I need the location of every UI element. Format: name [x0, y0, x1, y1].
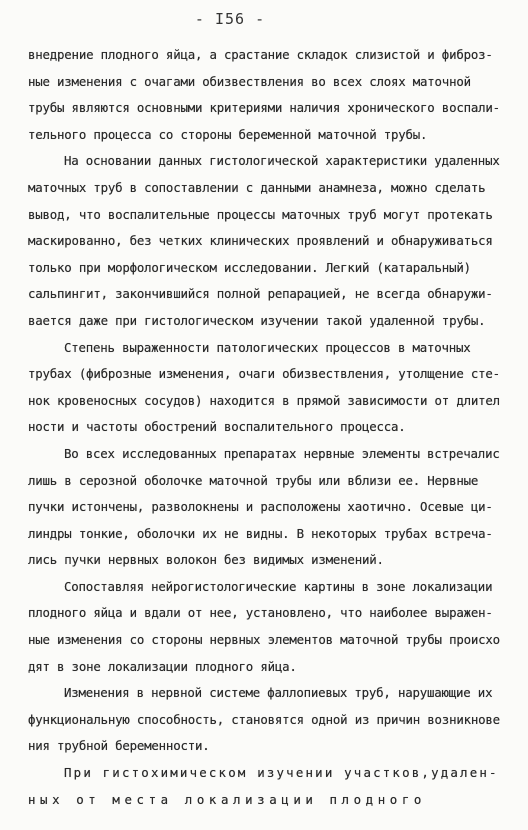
text-line: На основании данных гистологической характеристики удаленных [64, 153, 500, 169]
text-line: ния трубной беременности. [28, 738, 210, 754]
text-line: ные изменения с очагами обизвествления во всех слоях маточной [28, 73, 471, 89]
text-line: Степень выраженности патологических процессов в маточных [64, 339, 471, 355]
text-line: тельного процесса со стороны беременной маточной трубы. [28, 126, 428, 142]
page-number: - I56 - [194, 10, 266, 28]
paragraph-3 [28, 335, 520, 441]
text-line: ных от места локализации плодного [28, 791, 426, 807]
text-line: пучки истончены, разволокнены и расположены хаотично. Осевые ци- [28, 499, 493, 515]
text-line: трубы являются основными критериями наличия хронического воспали- [28, 100, 500, 116]
paragraph-7 [28, 760, 520, 813]
text-line: маточных труб в сопоставлении с данными анамнеза, можно сделать [28, 179, 486, 195]
text-line: ности и частоты обострений воспалительного процесса. [28, 419, 406, 435]
text-line: трубах (фиброзные изменения, очаги обизвествления, утолщение сте- [28, 366, 500, 382]
text-line: ные изменения со стороны нервных элементов маточной трубы происхо [28, 632, 500, 648]
text-line: плодного яйца и вдали от нее, установлено, что наиболее выражен- [28, 605, 493, 621]
paragraph-4 [28, 441, 520, 574]
text-line: вается даже при гистологическом изучении такой удаленной трубы. [28, 312, 486, 328]
text-line: функциональную способность, становятся одной из причин возникнове [28, 711, 500, 727]
text-line: При гистохимическом изучении участков,удален- [64, 765, 499, 781]
text-line: вывод, что воспалительные процессы маточных труб могут протекать [28, 206, 493, 222]
text-line: нок кровеносных сосудов) находится в прямой зависимости от длител [28, 392, 500, 408]
text-line: маскированно, без четких клинических проявлений и обнаруживаться [28, 233, 493, 249]
text-line: сальпингит, закончившийся полной репарацией, не всегда обнаружи- [28, 286, 493, 302]
text-line: дят в зоне локализации плодного яйца. [28, 658, 297, 674]
paragraph-1 [28, 42, 520, 148]
text-line: Изменения в нервной системе фаллопиевых труб, нарушающие их [64, 685, 493, 701]
paragraph-2 [28, 148, 520, 334]
text-line: лись пучки нервных волокон без видимых изменений. [28, 552, 384, 568]
text-line: внедрение плодного яйца, а срастание складок слизистой и фиброз- [28, 47, 493, 62]
paragraph-6 [28, 680, 520, 760]
text-line: Сопоставляя нейрогистологические картины в зоне локализации [64, 578, 493, 594]
text-line: линдры тонкие, оболочки их не видны. В некоторых трубах встреча- [28, 525, 493, 541]
body-text [28, 42, 520, 813]
text-line: лишь в серозной оболочке маточной трубы или вблизи ее. Нервные [28, 472, 479, 488]
text-line: Во всех исследованных препаратах нервные элементы встречалис [64, 445, 500, 461]
text-line: только при морфологическом исследовании. Легкий (катаральный) [28, 259, 471, 275]
paragraph-5 [28, 574, 520, 680]
